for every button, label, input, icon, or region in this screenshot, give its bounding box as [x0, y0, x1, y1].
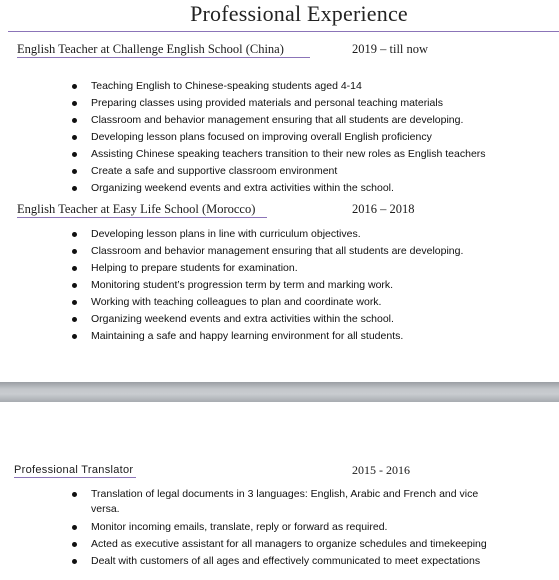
bullet-dot-icon — [72, 135, 77, 140]
list-item-text: Monitor incoming emails, translate, reply or forward as required. — [91, 521, 388, 533]
bullet-dot-icon — [72, 84, 77, 89]
bullet-dot-icon — [72, 300, 77, 305]
list-item-text: Create a safe and supportive classroom environment — [91, 165, 338, 177]
list-item — [66, 180, 506, 197]
job-title: Professional Translator — [14, 464, 134, 476]
job-title-underline — [14, 477, 136, 478]
list-item — [66, 226, 506, 243]
bullet-dot-icon — [72, 232, 77, 237]
bullet-dot-icon — [72, 266, 77, 271]
list-item-text: Developing lesson plans in line with curriculum objectives. — [91, 228, 361, 240]
bullet-dot-icon — [72, 525, 77, 530]
list-item — [66, 112, 506, 129]
list-item — [66, 129, 506, 146]
section-heading — [0, 0, 559, 28]
page-break-separator — [0, 382, 559, 402]
list-item-text: Teaching English to Chinese-speaking students aged 4-14 — [91, 80, 362, 92]
job-duties-list — [66, 78, 506, 197]
bullet-dot-icon — [72, 118, 77, 123]
bullet-dot-icon — [72, 317, 77, 322]
bullet-dot-icon — [72, 334, 77, 339]
bullet-dot-icon — [72, 186, 77, 191]
job-title: English Teacher at Easy Life School (Morocco) — [17, 202, 256, 216]
list-item-text: Assisting Chinese speaking teachers transition to their new roles as English teachers — [91, 148, 486, 160]
list-item — [66, 553, 506, 570]
list-item — [66, 328, 506, 345]
list-item-text: Maintaining a safe and happy learning environment for all students. — [91, 330, 404, 342]
list-item-text: Translation of legal documents in 3 languages: English, Arabic and French and vice versa. — [91, 488, 479, 515]
job-dates: 2019 – till now — [352, 42, 429, 56]
job-dates: 2015 - 2016 — [352, 463, 410, 477]
list-item-text: Preparing classes using provided materials and personal teaching materials — [91, 97, 443, 109]
list-item — [66, 294, 506, 311]
section-heading-text: Professional Experience — [190, 1, 408, 26]
job-entry-easy-life-school — [17, 201, 547, 219]
list-item — [66, 277, 506, 294]
list-item — [66, 486, 481, 519]
heading-underline — [8, 31, 559, 32]
bullet-dot-icon — [72, 492, 77, 497]
bullet-dot-icon — [72, 283, 77, 288]
job-dates: 2016 – 2018 — [352, 202, 415, 216]
list-item-text: Organizing weekend events and extra activities within the school. — [91, 313, 394, 325]
job-entry-challenge-english-school — [17, 41, 547, 59]
bullet-dot-icon — [72, 249, 77, 254]
list-item-text: Developing lesson plans focused on improving overall English proficiency — [91, 131, 432, 143]
job-entry-professional-translator — [14, 462, 544, 480]
list-item — [66, 95, 506, 112]
list-item — [66, 260, 506, 277]
bullet-dot-icon — [72, 542, 77, 547]
list-item-text: Monitoring student’s progression term by term and marking work. — [91, 279, 394, 291]
list-item-text: Classroom and behavior management ensuring that all students are developing. — [91, 245, 464, 257]
list-item-text: Dealt with customers of all ages and effectively communicated to meet expectations — [91, 555, 481, 567]
bullet-dot-icon — [72, 559, 77, 564]
list-item — [66, 78, 506, 95]
list-item-text: Helping to prepare students for examination. — [91, 262, 298, 274]
list-item-text: Working with teaching colleagues to plan and coordinate work. — [91, 296, 382, 308]
list-item — [66, 536, 506, 553]
list-item — [66, 243, 506, 260]
bullet-dot-icon — [72, 169, 77, 174]
list-item — [66, 311, 506, 328]
job-title-underline — [17, 57, 310, 58]
list-item-text: Organizing weekend events and extra activities within the school. — [91, 182, 394, 194]
list-item — [66, 519, 506, 536]
list-item — [66, 163, 506, 180]
job-duties-list — [66, 486, 506, 570]
bullet-dot-icon — [72, 152, 77, 157]
bullet-dot-icon — [72, 101, 77, 106]
job-title: English Teacher at Challenge English School (China) — [17, 42, 284, 56]
list-item-text: Acted as executive assistant for all managers to organize schedules and timekeeping — [91, 538, 487, 550]
job-title-underline — [17, 217, 267, 218]
job-duties-list — [66, 226, 506, 345]
list-item — [66, 146, 506, 163]
list-item-text: Classroom and behavior management ensuring that all students are developing. — [91, 114, 464, 126]
